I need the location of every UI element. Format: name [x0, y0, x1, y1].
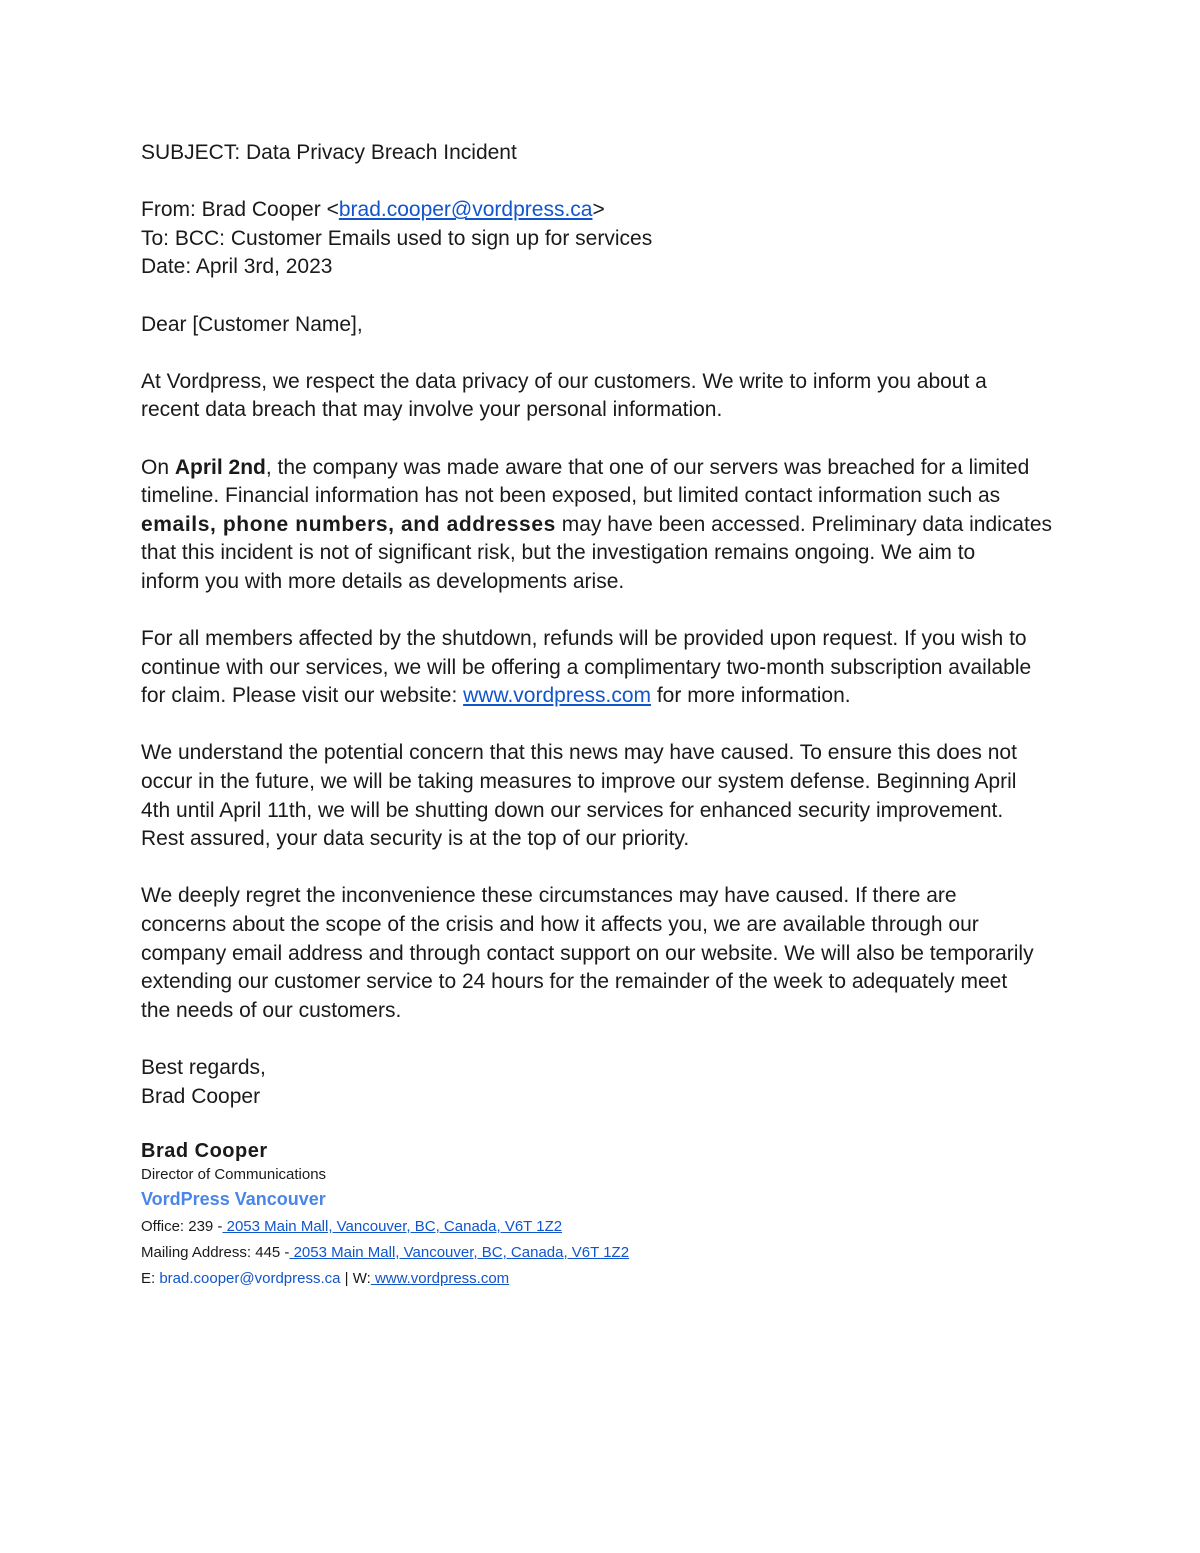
text-span: may have been accessed. Preliminary data indicates [555, 512, 1053, 536]
paragraph-line: Rest assured, your data security is at the top of our priority. [141, 827, 690, 851]
signature-name: Brad Cooper [141, 1140, 268, 1162]
greeting: Dear [Customer Name], [141, 312, 363, 336]
paragraph-line [141, 511, 1071, 540]
paragraph-line: concerns about the scope of the crisis and how it affects you, we are available through our [141, 913, 979, 937]
mailing-address-link[interactable]: 2053 Main Mall, Vancouver, BC, Canada, V6T 1Z2 [289, 1244, 630, 1261]
letter-body [141, 139, 1071, 1111]
paragraph-incident [141, 454, 1071, 597]
paragraph-line: 4th until April 11th, we will be shutting down our services for enhanced security improvement. [141, 798, 1004, 822]
signature-email[interactable]: brad.cooper@vordpress.ca [159, 1270, 341, 1287]
paragraph-measures [141, 739, 1071, 853]
from-email-link[interactable]: brad.cooper@vordpress.ca [338, 198, 593, 222]
spacer [141, 168, 1071, 197]
paragraph-line: We understand the potential concern that this news may have caused. To ensure this does not [141, 741, 1017, 765]
paragraph-line: timeline. Financial information has not been exposed, but limited contact information such as [141, 484, 1001, 508]
text-span: On [141, 455, 175, 479]
date-emphasis: April 2nd [174, 455, 266, 479]
paragraph-line: the needs of our customers. [141, 998, 402, 1022]
text-span: for claim. Please visit our website: [141, 684, 464, 708]
mailing-address-line [141, 1240, 1071, 1266]
data-types-emphasis: emails, phone numbers, and addresses [141, 512, 556, 536]
email-prefix: E: [141, 1270, 160, 1287]
paragraph-refunds [141, 625, 1071, 711]
closing-name: Brad Cooper [141, 1084, 261, 1108]
from-prefix: From: Brad Cooper < [141, 198, 339, 222]
paragraph-line: occur in the future, we will be taking measures to improve our system defense. Beginning April [141, 770, 1017, 794]
paragraph-line: extending our customer service to 24 hours for the remainder of the week to adequately meet [141, 970, 1008, 994]
paragraph-line: company email address and through contact support on our website. We will also be temporarily [141, 941, 1034, 965]
spacer [141, 339, 1071, 368]
spacer [141, 282, 1071, 311]
signature-company: VordPress Vancouver [141, 1189, 326, 1209]
closing-regards: Best regards, [141, 1056, 266, 1079]
paragraph-line: inform you with more details as developments arise. [141, 569, 625, 593]
from-suffix: > [592, 198, 605, 222]
paragraph-line: that this incident is not of significant risk, but the investigation remains ongoing. We aim to [141, 541, 976, 565]
paragraph-intro [141, 368, 1071, 425]
contact-line [141, 1266, 1071, 1292]
from-line [141, 196, 1071, 225]
text-span: , the company was made aware that one of our servers was breached for a limited [265, 455, 1030, 479]
paragraph-line: recent data breach that may involve your personal information. [141, 398, 723, 422]
signature-website-link[interactable]: www.vordpress.com [370, 1270, 510, 1287]
website-link[interactable]: www.vordpress.com [463, 684, 652, 708]
text-span: for more information. [651, 684, 851, 708]
paragraph-line [141, 682, 1071, 711]
paragraph-apology [141, 882, 1071, 1025]
email-signature [141, 1138, 1071, 1292]
office-address-line [141, 1214, 1071, 1240]
date-line: Date: April 3rd, 2023 [141, 255, 333, 279]
to-line: To: BCC: Customer Emails used to sign up for services [141, 226, 653, 250]
paragraph-line [141, 454, 1071, 483]
paragraph-line: At Vordpress, we respect the data privacy of our customers. We write to inform you about a [141, 369, 987, 393]
paragraph-line: continue with our services, we will be offering a complimentary two-month subscription available [141, 655, 1032, 679]
subject-line: SUBJECT: Data Privacy Breach Incident [141, 141, 517, 164]
paragraph-line: For all members affected by the shutdown, refunds will be provided upon request. If you wish to [141, 627, 1027, 651]
paragraph-line: We deeply regret the inconvenience these circumstances may have caused. If there are [141, 884, 957, 908]
signature-title: Director of Communications [141, 1166, 327, 1183]
mailing-prefix: Mailing Address: 445 - [141, 1244, 290, 1261]
office-address-link[interactable]: 2053 Main Mall, Vancouver, BC, Canada, V6T 1Z2 [222, 1218, 563, 1235]
web-separator: | W: [340, 1270, 371, 1287]
office-prefix: Office: 239 - [141, 1218, 223, 1235]
